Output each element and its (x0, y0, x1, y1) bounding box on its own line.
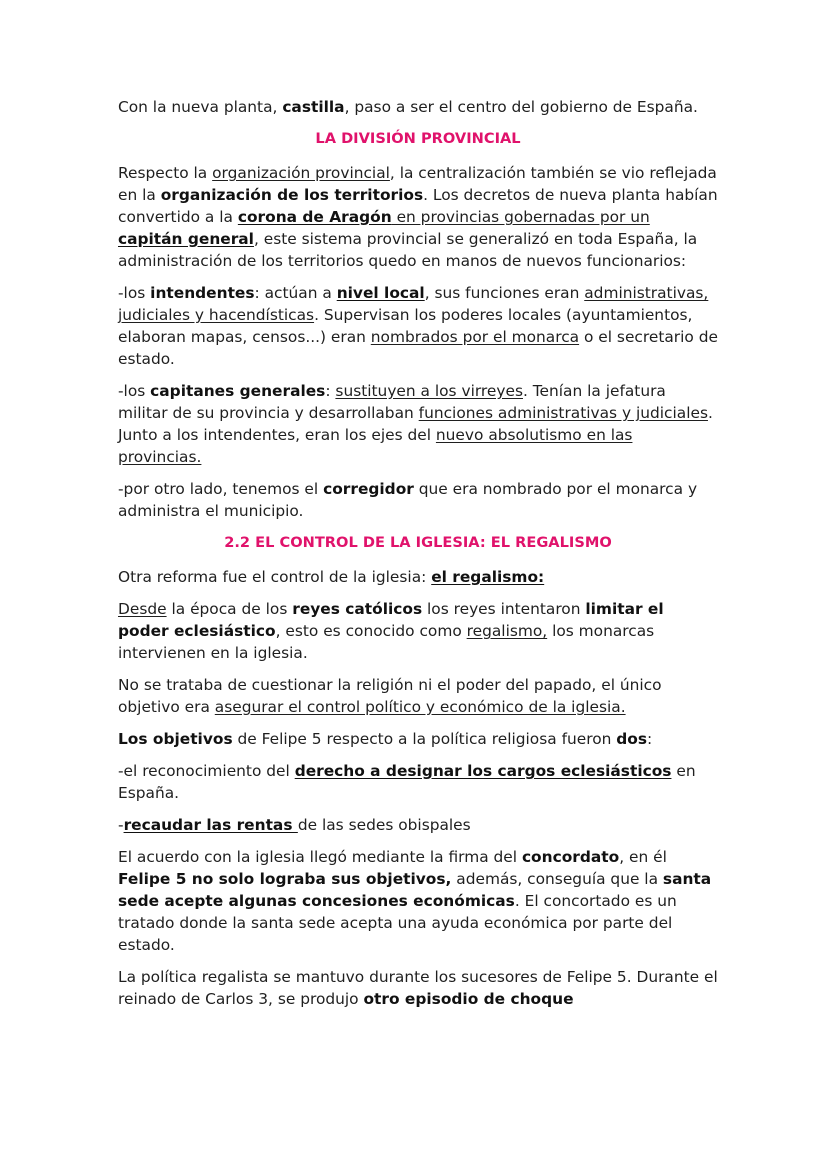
heading-control-iglesia: 2.2 EL CONTROL DE LA IGLESIA: EL REGALISMO (224, 534, 612, 551)
paragraph-concordato: El acuerdo con la iglesia llegó mediante la firma del concordato, en él Felipe 5 no solo lograba sus objetivos, además, conseguía que la santa sede acepte algunas concesiones económicas. El concortado es un tratado donde la santa sede acepta una ayuda económica por parte del estado. (118, 848, 712, 954)
paragraph-papado: No se trataba de cuestionar la religión ni el poder del papado, el único objetivo era asegurar el control político y económico de la iglesia. (118, 676, 662, 716)
paragraph-objetivos: Los objetivos de Felipe 5 respecto a la política religiosa fueron dos: (118, 730, 653, 748)
heading-division-provincial: LA DIVISIÓN PROVINCIAL (315, 130, 521, 147)
paragraph-intendentes: -los intendentes: actúan a nivel local, sus funciones eran administrativas, judiciales y hacendísticas. Supervisan los poderes locales (ayuntamientos, elaboran mapas, censos...) eran nombrados por el monarca o el secretario de estado. (118, 284, 718, 368)
paragraph-capitanes-generales: -los capitanes generales: sustituyen a los virreyes. Tenían la jefatura militar de su provincia y desarrollaban funciones administrativas y judiciales. Junto a los intendentes, eran los ejes del nuevo absolutismo en las provincias. (118, 382, 713, 466)
paragraph-regalismo-intro: Otra reforma fue el control de la iglesia: el regalismo: (118, 568, 545, 586)
paragraph-carlos-3: La política regalista se mantuvo durante los sucesores de Felipe 5. Durante el reinado de Carlos 3, se produjo otro episodio de choque (118, 968, 718, 1008)
paragraph-organizacion-provincial: Respecto la organización provincial, la centralización también se vio reflejada en la organización de los territorios. Los decretos de nueva planta habían convertido a la corona de Aragón en provincias gobernadas por un capitán general, este sistema provincial se generalizó en toda España, la administración de los territorios quedo en manos de nuevos funcionarios: (118, 164, 718, 270)
paragraph-derecho-designar: -el reconocimiento del derecho a designar los cargos eclesiásticos en España. (118, 762, 696, 802)
paragraph-recaudar-rentas: -recaudar las rentas de las sedes obispales (118, 816, 471, 834)
paragraph-nueva-planta: Con la nueva planta, castilla, paso a ser el centro del gobierno de España. (118, 98, 698, 116)
paragraph-reyes-catolicos: Desde la época de los reyes católicos los reyes intentaron limitar el poder eclesiástico, esto es conocido como regalismo, los monarcas intervienen en la iglesia. (118, 600, 664, 662)
paragraph-corregidor: -por otro lado, tenemos el corregidor que era nombrado por el monarca y administra el municipio. (118, 480, 698, 520)
